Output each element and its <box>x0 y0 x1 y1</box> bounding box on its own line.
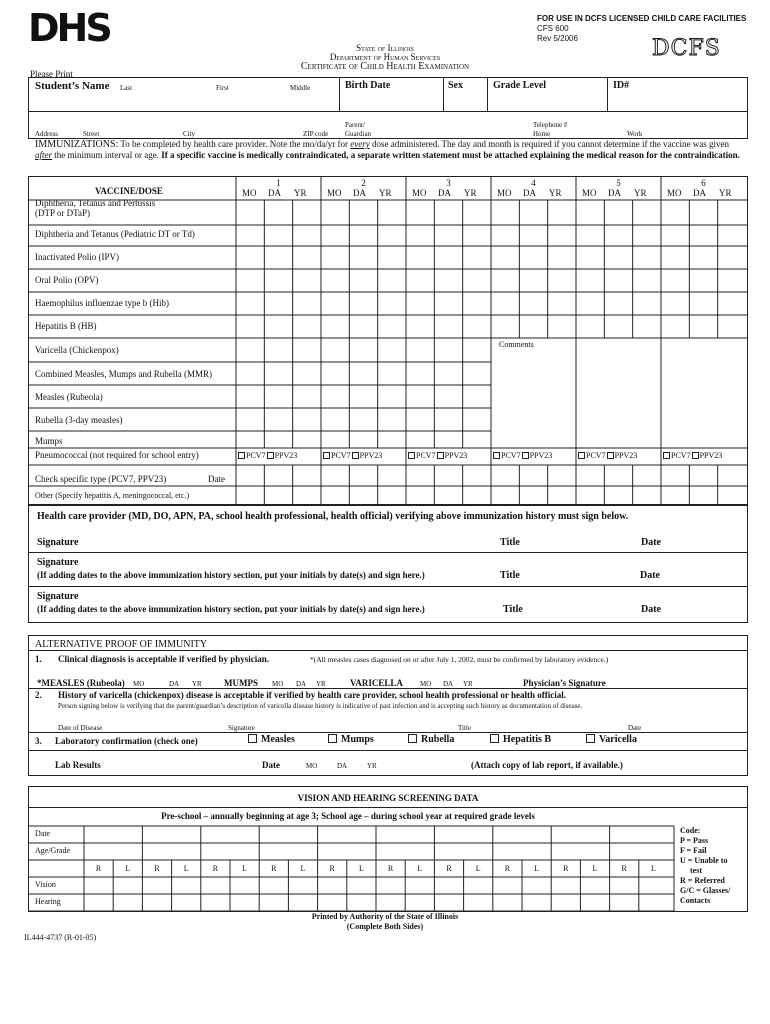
sex-label: Sex <box>448 80 463 91</box>
l-label-13: L <box>475 864 481 873</box>
vision-row-label: Vision <box>35 880 56 889</box>
mumps-yr: YR <box>316 680 326 688</box>
dose-number-6: 6 <box>701 178 706 188</box>
comments-label: Comments <box>499 340 534 349</box>
zip-label: ZIP code <box>303 130 329 138</box>
lab-rubella-checkbox[interactable]: Rubella <box>408 734 454 745</box>
lab-date-label: Date <box>262 760 280 770</box>
item-2-note: Person signing below is verifying that the parent/guardian’s description of varicella disease history is indicative of past infection and is accepting such history as documentation of disease. <box>58 702 583 710</box>
middle-label: Middle <box>290 84 311 92</box>
city-label: City <box>183 130 196 138</box>
r-label-18: R <box>621 864 627 873</box>
l-label-3: L <box>183 864 189 873</box>
dose-number-1: 1 <box>276 178 281 188</box>
grade-level-label: Grade Level <box>493 80 547 91</box>
item-2-text: History of varicella (chickenpox) disease is acceptable if verified by health care provider, school health professional or health official. <box>58 690 566 700</box>
form-title: Certificate of Child Health Examination <box>300 61 470 72</box>
dose-2-da-header: DA <box>353 188 366 198</box>
item-2-number: 2. <box>35 690 42 700</box>
item-1-note: *(All measles cases diagnosed on or after July 1, 2002, must be confirmed by laboratory evidence.) <box>310 655 609 664</box>
dose-6-da-header: DA <box>693 188 706 198</box>
dose-number-2: 2 <box>361 178 366 188</box>
dhs-logo: DHS <box>28 6 110 50</box>
dose-1-mo-header: MO <box>242 188 257 198</box>
lab-da: DA <box>337 762 348 770</box>
item-1-number: 1. <box>35 654 42 664</box>
dose-4-da-header: DA <box>523 188 536 198</box>
provider-note: Health care provider (MD, DO, APN, PA, school health professional, health official) verifying above immunization history must sign below. <box>37 511 629 522</box>
guardian-label: Guardian <box>345 130 372 138</box>
l-label-11: L <box>417 864 423 873</box>
vaccine-label-7: Varicella (Chickenpox) <box>35 345 119 355</box>
lab-hepatitis-b-checkbox[interactable]: Hepatitis B <box>490 734 551 745</box>
r-label-14: R <box>504 864 511 873</box>
dose-1-yr-header: YR <box>294 188 307 198</box>
vaccine-label-12: Pneumococcal (not required for school entry) <box>35 450 199 460</box>
vision-code-2: F = Fail <box>680 846 707 855</box>
facility-note: FOR USE IN DCFS LICENSED CHILD CARE FACILITIES <box>537 14 747 23</box>
initials-note-2: (If adding dates to the above immunization history section, put your initials by date(s) and sign here.) <box>37 570 425 580</box>
vaccine-label-15: Other (Specify hepatitis A, meningococcal, etc.) <box>35 491 190 500</box>
vaccine-label-13: Check specific type (PCV7, PPV23) <box>35 474 167 484</box>
dcfs-logo: DCFS <box>652 36 721 61</box>
dose-5-yr-header: YR <box>634 188 647 198</box>
signature-label-3: Signature <box>37 591 79 602</box>
vision-code-7: Contacts <box>680 896 711 905</box>
last-label: Last <box>120 84 133 92</box>
hearing-row-label: Hearing <box>35 897 61 906</box>
disease-date-label: Date <box>628 724 642 732</box>
r-label-4: R <box>212 864 219 873</box>
l-label-9: L <box>358 864 364 873</box>
printed-by: Printed by Authority of the State of Illinois <box>311 912 459 921</box>
dose-3-da-header: DA <box>438 188 451 198</box>
address-label: Address <box>35 130 58 138</box>
complete-both-sides: (Complete Both Sides) <box>346 922 424 931</box>
vaccine-label-8: Combined Measles, Mumps and Rubella (MMR) <box>35 369 212 379</box>
lab-results-label: Lab Results <box>55 760 101 770</box>
pcv7-label: PCV7 <box>246 451 266 460</box>
first-label: First <box>216 84 229 92</box>
r-label-12: R <box>446 864 452 873</box>
date-label-2: Date <box>640 570 660 581</box>
r-label-8: R <box>329 864 335 873</box>
vaccine-label-9: Measles (Rubeola) <box>35 392 103 402</box>
immunization-intro: IMMUNIZATIONS: To be completed by health care provider. Note the mo/da/yr for every dose administered. The day and month is required if you cannot determine if the vaccine was given after the minimum interval or age. If a specific vaccine is medically contraindicated, a separate written statement must be attached explaining the medical reason for the contraindication. <box>35 139 740 160</box>
title-label-1: Title <box>500 537 520 548</box>
dose-5-da-header: DA <box>608 188 621 198</box>
vision-code-1: P = Pass <box>680 836 709 845</box>
physician-signature-label: Physician’s Signature <box>523 678 606 688</box>
vaccine-label-4: Oral Polio (OPV) <box>35 275 99 285</box>
l-label-17: L <box>592 864 598 873</box>
form-revision: Rev 5/2006 <box>537 34 578 43</box>
l-label-7: L <box>300 864 306 873</box>
attach-note: (Attach copy of lab report, if available.) <box>471 760 623 770</box>
vaccine-label-10: Rubella (3-day measles) <box>35 415 123 425</box>
form-code: CFS 600 <box>537 24 569 33</box>
dose-1-da-header: DA <box>268 188 281 198</box>
home-label: Home <box>533 130 551 138</box>
dose-3-yr-header: YR <box>464 188 477 198</box>
work-label: Work <box>627 130 643 138</box>
item-1-text: Clinical diagnosis is acceptable if verified by physician. <box>58 654 270 664</box>
age-grade-row-label: Age/Grade <box>35 846 71 855</box>
l-label-15: L <box>534 864 540 873</box>
pcv7-label: PCV7 <box>671 451 691 460</box>
l-label-19: L <box>650 864 656 873</box>
item-3-text: Laboratory confirmation (check one) <box>55 736 198 746</box>
lab-mumps-checkbox[interactable]: Mumps <box>328 734 374 745</box>
dose-3-mo-header: MO <box>412 188 427 198</box>
measles-label: *MEASLES (Rubeola) <box>37 678 125 688</box>
pcv7-label: PCV7 <box>586 451 606 460</box>
vaccine-label-0: Diphtheria, Tetanus and Pertussis <box>35 198 156 208</box>
alt-proof-heading: ALTERNATIVE PROOF OF IMMUNITY <box>35 639 208 650</box>
student-name-label: Student’s Name <box>35 80 110 92</box>
r-label-6: R <box>271 864 277 873</box>
form-number: IL444-4737 (R-01-05) <box>24 933 97 942</box>
vision-code-4: test <box>680 866 702 875</box>
date-row-label: Date <box>35 829 51 838</box>
dose-number-5: 5 <box>616 178 621 188</box>
signature-label-2: Signature <box>37 557 79 568</box>
l-label-5: L <box>242 864 248 873</box>
parent-label: Parent/ <box>345 121 365 129</box>
telephone-label: Telephone # <box>533 121 568 129</box>
id-label: ID# <box>613 80 630 91</box>
dose-4-mo-header: MO <box>497 188 512 198</box>
disease-title-label: Title <box>458 724 471 732</box>
vaccine-label-11: Mumps <box>35 436 63 446</box>
pcv7-label: PCV7 <box>331 451 351 460</box>
mumps-mo: MO <box>272 680 284 688</box>
measles-da: DA <box>169 680 180 688</box>
vision-subheading: Pre-school – annually beginning at age 3; School age – during school year at required grade levels <box>161 811 535 821</box>
vision-code-0: Code: <box>680 826 701 835</box>
ppv23-label: PPV23 <box>699 451 723 460</box>
ppv23-label: PPV23 <box>614 451 638 460</box>
r-label-16: R <box>563 864 569 873</box>
varicella-yr: YR <box>463 680 473 688</box>
lab-varicella-checkbox[interactable]: Varicella <box>586 734 637 745</box>
dose-2-yr-header: YR <box>379 188 392 198</box>
vision-heading: VISION AND HEARING SCREENING DATA <box>297 793 479 803</box>
dose-6-mo-header: MO <box>667 188 682 198</box>
lab-mo: MO <box>306 762 318 770</box>
vaccine-label-2: Diphtheria and Tetanus (Pediatric DT or Td) <box>35 229 195 239</box>
lab-measles-checkbox[interactable]: Measles <box>248 734 295 745</box>
varicella-da: DA <box>443 680 454 688</box>
disease-signature-label: Signature <box>228 724 255 732</box>
r-label-10: R <box>387 864 394 873</box>
please-print: Please Print <box>30 69 73 79</box>
ppv23-label: PPV23 <box>529 451 553 460</box>
ppv23-label: PPV23 <box>274 451 298 460</box>
ppv23-label: PPV23 <box>444 451 468 460</box>
varicella-label: VARICELLA <box>350 678 403 688</box>
item-3-number: 3. <box>35 736 42 746</box>
ppv23-label: PPV23 <box>359 451 383 460</box>
l-label-1: L <box>125 864 131 873</box>
varicella-mo: MO <box>420 680 432 688</box>
vaccine-label-3: Inactivated Polio (IPV) <box>35 252 119 262</box>
date-label-3: Date <box>641 604 661 615</box>
dose-number-3: 3 <box>446 178 451 188</box>
lab-yr: YR <box>367 762 377 770</box>
initials-note-3: (If adding dates to the above immunization history section, put your initials by date(s) and sign here.) <box>37 604 425 614</box>
vision-code-3: U = Unable to <box>680 856 728 865</box>
vaccine-label-1: (DTP or DTaP) <box>35 208 91 218</box>
pcv7-label: PCV7 <box>416 451 436 460</box>
vaccine-label-6: Hepatitis B (HB) <box>35 321 97 331</box>
dose-number-4: 4 <box>531 178 536 188</box>
mumps-da: DA <box>296 680 307 688</box>
date-of-disease-label: Date of Disease <box>58 724 103 732</box>
birth-date-label: Birth Date <box>345 80 391 91</box>
dose-5-mo-header: MO <box>582 188 597 198</box>
street-label: Street <box>83 130 100 138</box>
r-label-0: R <box>95 864 102 873</box>
pcv7-label: PCV7 <box>501 451 521 460</box>
measles-yr: YR <box>192 680 202 688</box>
dose-6-yr-header: YR <box>719 188 732 198</box>
state-name: State of Illinois <box>356 43 414 53</box>
vision-code-6: G/C = Glasses/ <box>680 886 731 895</box>
vaccine-label-14: Date <box>208 474 225 484</box>
dose-4-yr-header: YR <box>549 188 562 198</box>
title-label-3: Title <box>503 604 523 615</box>
date-label-1: Date <box>641 537 661 548</box>
vaccine-label-5: Haemophilus influenzae type b (Hib) <box>35 298 169 308</box>
title-label-2: Title <box>500 570 520 581</box>
vaccine-dose-header: VACCINE/DOSE <box>95 186 163 196</box>
r-label-2: R <box>154 864 160 873</box>
measles-mo: MO <box>133 680 145 688</box>
mumps-label: MUMPS <box>224 678 258 688</box>
vision-code-5: R = Referred <box>680 876 725 885</box>
signature-label-1: Signature <box>37 537 79 548</box>
dose-2-mo-header: MO <box>327 188 342 198</box>
department-name: Department of Human Services <box>329 52 441 62</box>
